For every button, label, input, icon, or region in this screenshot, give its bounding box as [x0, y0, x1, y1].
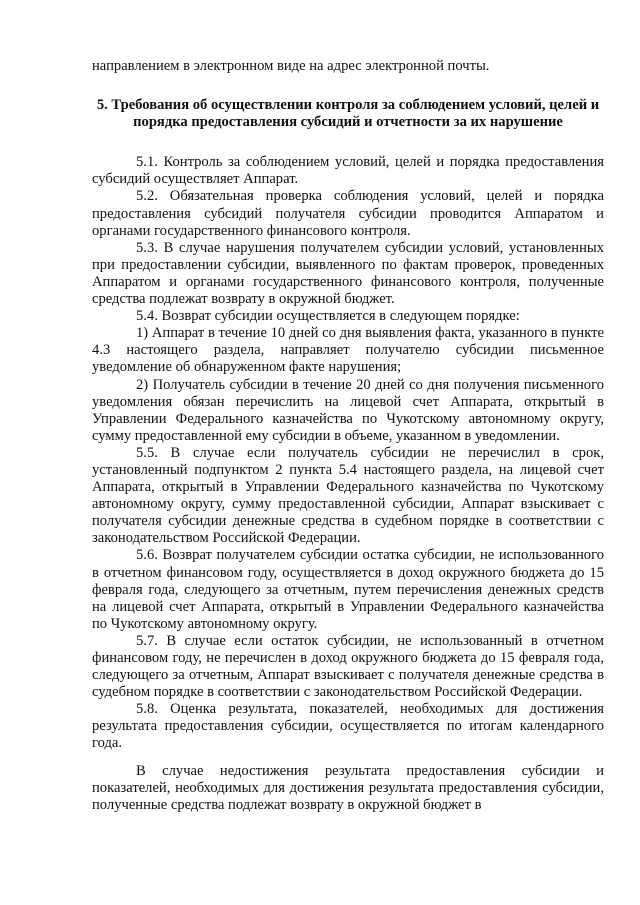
paragraph-5-4-item-2: 2) Получатель субсидии в течение 20 дней со дня получения письменного уведомления обязан перечислить на лицевой счет Аппарата, открытый в Управлении Федерального казначейства по Чукотскому автономному округу, сумму предоставленной ему субсидии в объеме, указанном в уведомлении. [92, 376, 604, 444]
paragraph-5-4: 5.4. Возврат субсидии осуществляется в следующем порядке: [136, 308, 520, 325]
paragraph-5-6: 5.6. Возврат получателем субсидии остатка субсидии, не использованного в отчетном финансовом году, осуществляется в доход окружного бюджета до 15 февраля года, следующего за отчетным, путем перечисления денежных средств на лицевой счет Аппарата, открытый в Управлении Федерального казначейства по Чукотскому автономному округу. [92, 547, 604, 632]
intro-line: направлением в электронном виде на адрес электронной почты. [92, 58, 490, 74]
paragraph-5-2: 5.2. Обязательная проверка соблюдения условий, целей и порядка предоставления субсидий получателя субсидии проводится Аппаратом и органами государственного финансового контроля. [92, 188, 604, 239]
paragraph-5-7: 5.7. В случае если остаток субсидии, не использованный в отчетном финансовом году, не перечислен в доход окружного бюджета до 15 февраля года, следующего за отчетным, Аппарат взыскивает с получателя денежные средства в судебном порядке в соответствии с законодательством Российской Федерации. [92, 632, 604, 701]
paragraph-final: В случае недостижения результата предоставления субсидии и показателей, необходимых для достижения результата предоставления субсидии, полученные средства подлежат возврату в окружной бюджет в [92, 762, 604, 813]
paragraph-5-4-item-1: 1) Аппарат в течение 10 дней со дня выявления факта, указанного в пункте 4.3 настоящего раздела, направляет получателю субсидии письменное уведомление об обнаруженном факте нарушения; [92, 325, 604, 376]
section-title: 5. Требования об осуществлении контроля за соблюдением условий, целей и порядка предоставления субсидий и отчетности за их нарушение [96, 97, 600, 131]
document-page [92, 58, 604, 814]
paragraph-5-5: 5.5. В случае если получатель субсидии не перечислил в срок, установленный подпунктом 2 пункта 5.4 настоящего раздела, на лицевой счет Аппарата, открытый в Управлении Федерального казначейства по Чукотскому автономному округу, сумму предоставленной субсидии, Аппарат взыскивает с получателя субсидии денежные средства в судебном порядке в соответствии с законодательством Российской Федерации. [92, 444, 604, 547]
paragraph-5-3: 5.3. В случае нарушения получателем субсидии условий, установленных при предоставлении субсидии, выявленного по фактам проверок, проведенных Аппаратом и органами государственного финансового контроля, полученные средства подлежат возврату в окружной бюджет. [92, 239, 604, 308]
paragraph-5-8: 5.8. Оценка результата, показателей, необходимых для достижения результата предоставления субсидии, осуществляется по итогам календарного года. [92, 701, 604, 752]
paragraph-5-1: 5.1. Контроль за соблюдением условий, целей и порядка предоставления субсидий осуществляет Аппарат. [92, 154, 604, 188]
